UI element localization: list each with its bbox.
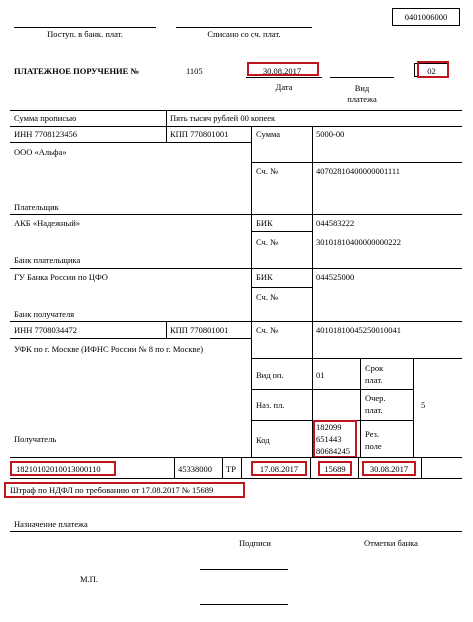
payer-account-value: 40702810400000001111	[316, 166, 401, 176]
rule-tax-div-1	[174, 457, 175, 478]
status-code-highlight	[417, 61, 449, 78]
recipient-account-value: 40101810045250010041	[316, 325, 401, 335]
recipient-name: УФК по г. Москве (ИФНС России № 8 по г. Москве)	[14, 344, 204, 354]
received-label: Поступ. в банк. плат.	[47, 29, 123, 39]
rule-recipient-codes-top	[251, 358, 462, 359]
purpose-text: Штраф по НДФЛ по требованию от 17.08.2017 № 15689	[10, 485, 214, 495]
payer-inn: ИНН 7708123456	[14, 129, 78, 139]
document-date-highlight	[247, 62, 319, 76]
recipient-account-label: Сч. №	[256, 325, 279, 335]
rule-amount-top	[10, 110, 462, 111]
recipient-section-label: Получатель	[14, 434, 57, 444]
signature-line-2	[200, 604, 288, 605]
code-line-2: 651443	[316, 434, 342, 444]
term-label-1: Срок	[365, 363, 384, 373]
reserve-label-1: Рез.	[365, 429, 379, 439]
tax-doc-date: 30.08.2017	[369, 464, 409, 474]
recipient-bank-bik-label: БИК	[256, 272, 273, 282]
payer-name: ООО «Альфа»	[14, 147, 67, 157]
tax-doc-number-highlight	[318, 461, 352, 476]
rule-payer-inn-bottom	[10, 142, 251, 143]
payment-type-label-1: Вид	[354, 83, 370, 93]
rule-payer-bank-top	[10, 214, 462, 215]
document-number: 1105	[186, 66, 203, 76]
recipient-bank-section-label: Банк получателя	[14, 309, 75, 319]
tax-oktmo: 45338000	[178, 464, 212, 474]
reserve-label-2: поле	[365, 441, 382, 451]
rule-amount-divider	[166, 110, 167, 126]
rule-recipient-inn-divider	[166, 321, 167, 338]
rule-tax-top	[10, 457, 462, 458]
code-label: Код	[256, 435, 270, 445]
rule-recipient-bank-top	[10, 268, 462, 269]
stamp-label: М.П.	[80, 574, 98, 584]
recipient-kpp: КПП 770801001	[170, 325, 229, 335]
payer-bank-corr-value: 30101810400000000222	[316, 237, 401, 247]
payment-type-label-2: платежа	[347, 94, 377, 104]
tax-basis: ТР	[226, 464, 236, 474]
purpose-code-label: Наз. пл.	[256, 400, 285, 410]
rule-op-type-bottom	[251, 389, 413, 390]
payer-account-label: Сч. №	[256, 166, 279, 176]
rule-tax-bottom	[10, 478, 462, 479]
rule-recipient-codes-divider-right	[413, 358, 414, 457]
order-label-2: плат.	[365, 405, 383, 415]
rule-recipient-codes-divider	[360, 358, 361, 457]
recipient-inn: ИНН 7708034472	[14, 325, 78, 335]
date-label: Дата	[275, 82, 293, 92]
code-highlight	[313, 420, 357, 458]
tax-kbk: 18210102010013000110	[16, 464, 101, 474]
rule-recipient-inn-bottom	[10, 338, 251, 339]
op-type-label: Вид оп.	[256, 370, 284, 380]
rule-purpose-bottom	[10, 531, 462, 532]
recipient-bank-corr-label: Сч. №	[256, 292, 279, 302]
tax-period-highlight	[251, 461, 307, 476]
rule-payer-inn-divider	[166, 126, 167, 142]
rule-tax-div-6	[421, 457, 422, 478]
rule-tax-div-4	[310, 457, 311, 478]
order-label-1: Очер.	[365, 393, 386, 403]
page-title: ПЛАТЕЖНОЕ ПОРУЧЕНИЕ №	[14, 66, 140, 76]
recipient-bank-name: ГУ Банка России по ЦФО	[14, 272, 108, 282]
term-label-2: плат.	[365, 375, 383, 385]
rule-left-column	[251, 126, 252, 457]
debited-label: Списано со сч. плат.	[207, 29, 281, 39]
signature-line-1	[200, 569, 288, 570]
payer-bank-section-label: Банк плательщика	[14, 255, 81, 265]
status-code: 02	[427, 66, 436, 76]
purpose-label: Назначение платежа	[14, 519, 88, 529]
code-line-3: 80684245	[316, 446, 350, 456]
purpose-text-highlight	[4, 482, 245, 498]
rule-recipient-bank-bik-bottom	[251, 287, 312, 288]
rule-recipient-top	[10, 321, 462, 322]
payer-kpp: КПП 770801001	[170, 129, 229, 139]
rule-tax-div-5	[358, 457, 359, 478]
op-type-value: 01	[316, 370, 325, 380]
payer-sum-value: 5000-00	[316, 129, 345, 139]
payer-bank-bik-label: БИК	[256, 218, 273, 228]
signatures-label: Подписи	[239, 538, 271, 548]
tax-period: 17.08.2017	[259, 464, 299, 474]
payer-bank-bik-value: 044583222	[316, 218, 355, 228]
rule-tax-div-2	[222, 457, 223, 478]
payment-type-line	[330, 77, 394, 78]
payer-bank-corr-label: Сч. №	[256, 237, 279, 247]
amount-words-label: Сумма прописью	[14, 113, 77, 123]
amount-words-value: Пять тысяч рублей 00 копеек	[170, 113, 276, 123]
debited-line	[176, 27, 312, 28]
form-code: 0401006000	[404, 12, 448, 22]
tax-doc-date-highlight	[362, 461, 416, 476]
payer-section-label: Плательщик	[14, 202, 59, 212]
rule-payer-account-top	[251, 162, 462, 163]
rule-tax-div-3	[241, 457, 242, 478]
rule-payer-top	[10, 126, 462, 127]
order-value: 5	[421, 400, 426, 410]
code-line-1: 182099	[316, 422, 342, 432]
recipient-bank-bik-value: 044525000	[316, 272, 355, 282]
rule-mid-column	[312, 126, 313, 457]
payer-bank-name: АКБ «Надежный»	[14, 218, 81, 228]
date-line	[246, 77, 322, 78]
tax-kbk-highlight	[10, 461, 116, 476]
received-line	[14, 27, 156, 28]
rule-payer-bank-bik-bottom	[251, 231, 312, 232]
tax-doc-number: 15689	[324, 464, 346, 474]
bank-marks-label: Отметки банка	[364, 538, 418, 548]
document-date: 30.08.2017	[262, 66, 302, 76]
payer-sum-label: Сумма	[256, 129, 281, 139]
